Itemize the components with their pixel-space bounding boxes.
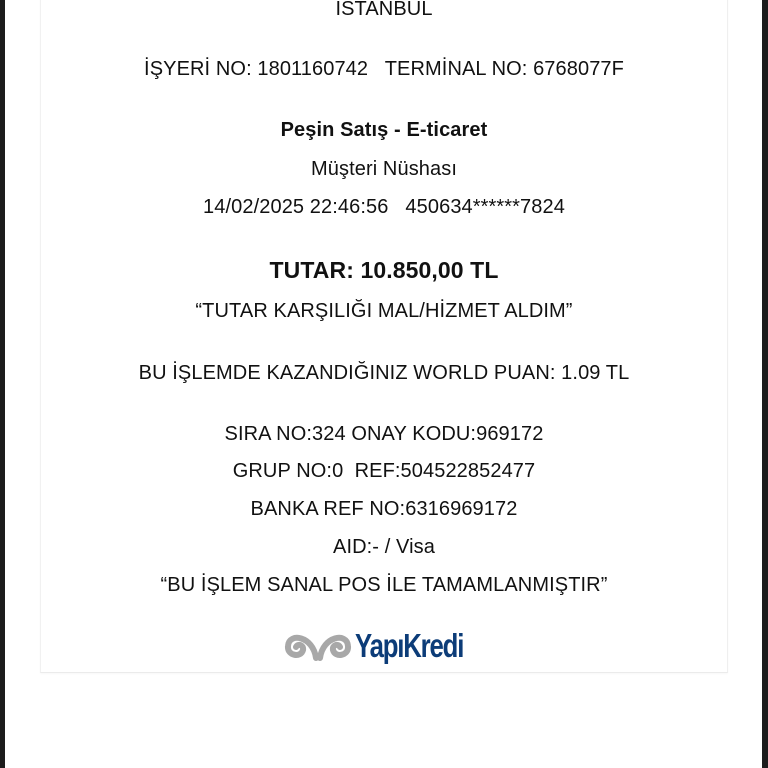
- receipt-card: [40, 0, 728, 673]
- group-ref-line: GRUP NO:0 REF:504522852477: [232, 460, 536, 482]
- copy-label: Müşteri Nüshası: [311, 158, 457, 180]
- yapikredi-wordmark: YapıKredi: [355, 627, 464, 664]
- sequence-approval-line: SIRA NO:324 ONAY KODU:969172: [224, 423, 544, 445]
- datetime-card-number: 14/02/2025 22:46:56 450634******7824: [203, 196, 565, 218]
- yapikredi-logo: [283, 626, 494, 666]
- virtual-pos-note: “BU İŞLEM SANAL POS İLE TAMAMLANMIŞTIR”: [160, 574, 608, 596]
- reward-points-line: BU İŞLEMDE KAZANDIĞINIZ WORLD PUAN: 1.09 TL: [138, 362, 630, 384]
- yapikredi-ram-horns-icon: [283, 628, 353, 664]
- amount-total: TUTAR: 10.850,00 TL: [269, 257, 499, 283]
- merchant-terminal-line: İŞYERİ NO: 1801160742 TERMİNAL NO: 6768077F: [144, 58, 624, 80]
- city-label: ISTANBUL: [335, 0, 433, 20]
- bank-ref-line: BANKA REF NO:6316969172: [250, 498, 518, 520]
- acknowledgement-text: “TUTAR KARŞILIĞI MAL/HİZMET ALDIM”: [195, 300, 573, 322]
- transaction-type: Peşin Satış - E-ticaret: [280, 119, 488, 141]
- aid-line: AID:- / Visa: [333, 536, 435, 558]
